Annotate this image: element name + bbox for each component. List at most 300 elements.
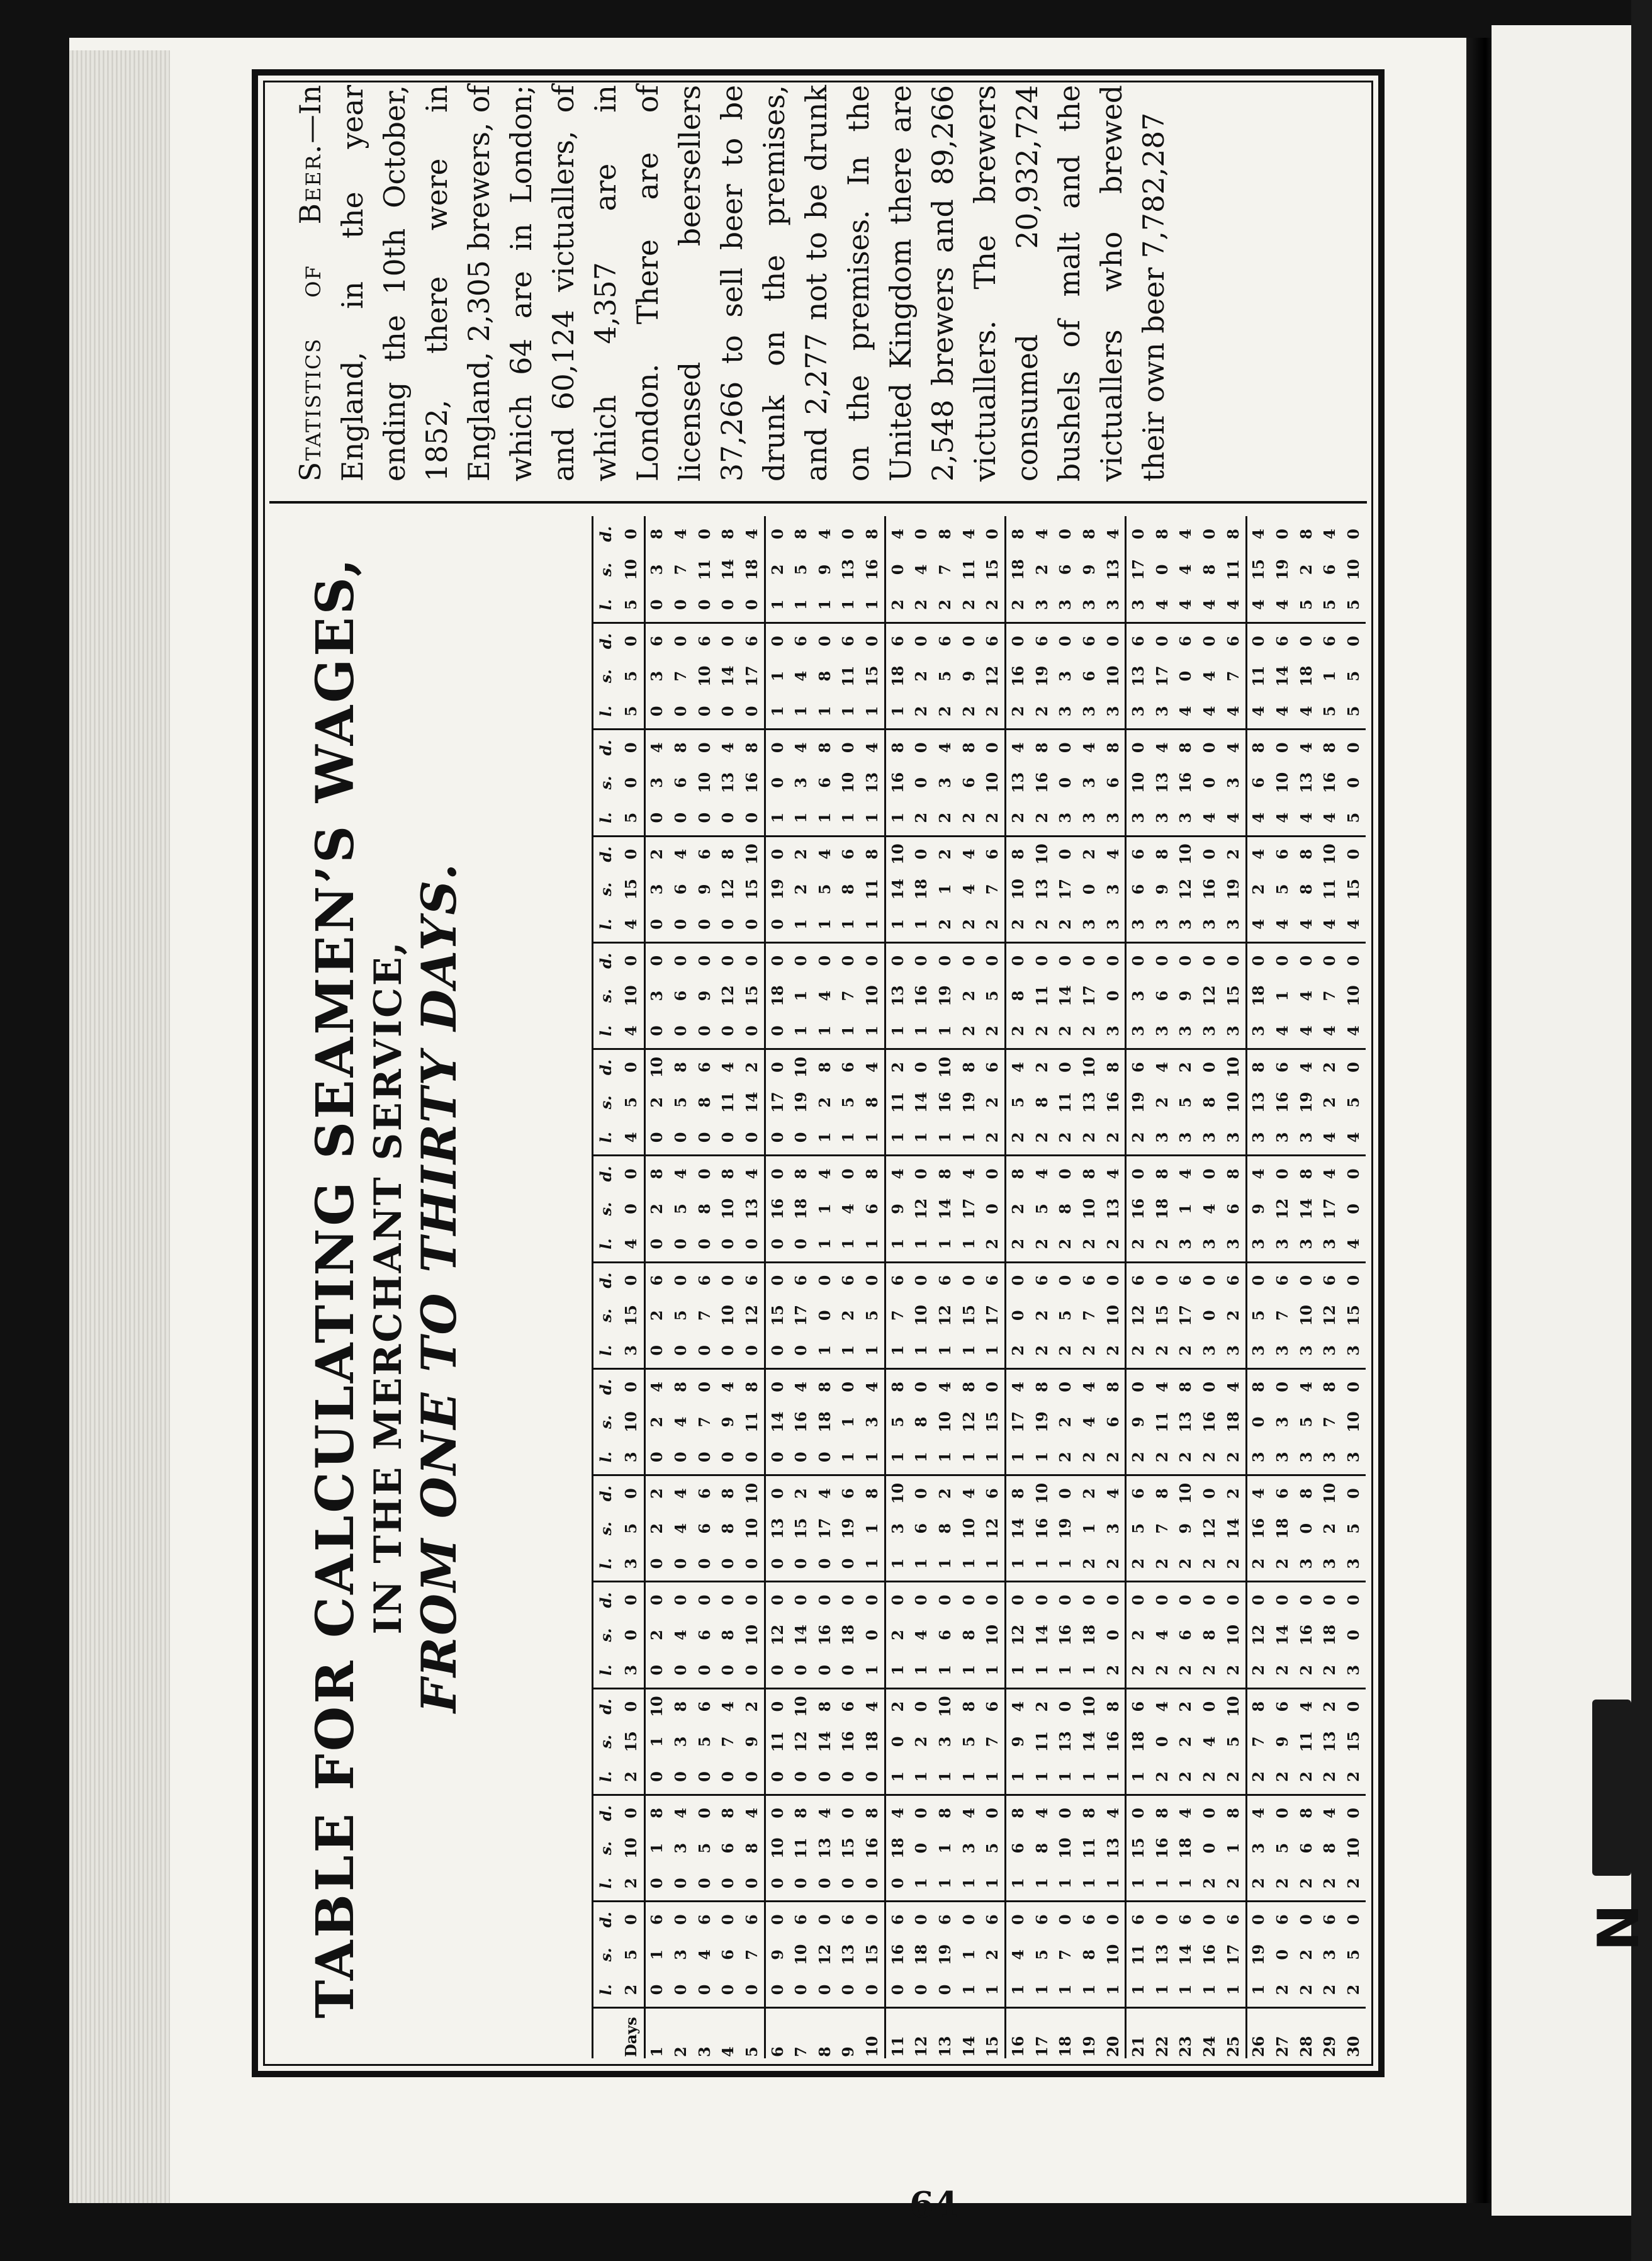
unit-label: l. xyxy=(593,694,619,729)
wage-cell: 0 xyxy=(813,1866,837,1901)
wage-cell: 19 xyxy=(1249,1944,1268,1966)
wage-cell: 4 xyxy=(1079,1382,1098,1392)
wage-cell: 11 xyxy=(768,1731,787,1752)
wage-cell: 10 xyxy=(792,1696,811,1717)
wage-cell: 11 xyxy=(1296,1731,1315,1752)
wage-cell: 1 xyxy=(957,1973,981,2008)
wage-cell: 6 xyxy=(815,777,834,788)
wage-cell: 6 xyxy=(1129,1701,1148,1712)
wage-cell: 0 xyxy=(912,742,931,753)
wage-cell: 4 xyxy=(1249,1488,1268,1499)
wage-cell: 4 xyxy=(1032,1168,1051,1180)
wage-cell: 1 xyxy=(981,1440,1005,1475)
wage-cell: 4 xyxy=(888,529,907,539)
wage-cell: 6 xyxy=(1222,1262,1246,1297)
wage-cell: 1 xyxy=(1174,1866,1198,1901)
wage-cell: 0 xyxy=(1129,1594,1148,1606)
wage-cell: 1 xyxy=(648,1949,666,1960)
wage-cell: 2 xyxy=(957,907,981,942)
wage-cell: 0 xyxy=(644,907,669,942)
wage-cell: 8 xyxy=(1320,1382,1339,1392)
wage-cell: 15 xyxy=(1249,559,1268,580)
wage-cell: 5 xyxy=(671,1310,690,1321)
wage-cell: 4 xyxy=(1271,1013,1295,1049)
wage-cell: 3 xyxy=(1126,907,1150,942)
wage-cell: 0 xyxy=(912,849,931,860)
wage-cell: 2 xyxy=(1222,1653,1246,1688)
wage-cell: 3 xyxy=(936,777,955,788)
wage-cell: 8 xyxy=(860,1475,885,1511)
wage-cell: 13 xyxy=(1152,772,1171,794)
wage-cell: 19 xyxy=(839,1518,858,1540)
wage-cell: 0 xyxy=(1056,777,1075,788)
wage-cell: 6 xyxy=(1079,636,1098,646)
wage-cell: 0 xyxy=(837,1759,861,1795)
wage-cell: 8 xyxy=(1056,1204,1075,1214)
wage-cell: 0 xyxy=(1056,1382,1075,1392)
wage-cell: 15 xyxy=(1344,879,1363,900)
wage-cell: 4 xyxy=(1222,730,1246,765)
wage-cell: 10 xyxy=(740,836,765,871)
wage-cell: 10 xyxy=(1222,1049,1246,1085)
wage-cell: 6 xyxy=(839,1701,858,1712)
wage-cell: 0 xyxy=(716,1440,740,1475)
wage-cell: 0 xyxy=(912,1168,931,1180)
wage-cell: 0 xyxy=(768,849,787,860)
wage-cell: 3 xyxy=(1342,1333,1366,1368)
wage-cell: 2 xyxy=(1150,1547,1174,1582)
wage-cell: 3 xyxy=(1077,694,1101,729)
unit-label: l. xyxy=(593,1227,619,1262)
wage-cell: 3 xyxy=(1271,1227,1295,1262)
wage-cell: 2 xyxy=(910,587,934,623)
table-row xyxy=(981,516,1005,2058)
wage-cell: 4 xyxy=(1271,907,1295,942)
wage-cell: 4 xyxy=(1296,742,1315,753)
wage-cell: 0 xyxy=(813,1759,837,1795)
wage-cell: 2 xyxy=(957,587,981,623)
wage-cell: 13 xyxy=(719,772,738,794)
wage-cell: 1 xyxy=(885,1653,909,1688)
table-heading xyxy=(305,516,468,2058)
wage-cell: 8 xyxy=(648,1808,666,1818)
wage-cell: 4 xyxy=(888,1168,907,1180)
day-cell: 20 xyxy=(1101,2008,1126,2058)
wage-cell: 1 xyxy=(885,801,909,836)
day-cell: 14 xyxy=(959,2036,978,2057)
table-row xyxy=(1295,516,1318,2058)
wage-cell: 2 xyxy=(1222,1547,1246,1582)
wage-cell: 4 xyxy=(860,1688,885,1723)
wage-cell: 18 xyxy=(740,552,765,587)
wage-cell: 8 xyxy=(1296,1808,1315,1818)
wage-cell: 14 xyxy=(1008,1518,1027,1540)
wage-cell: 0 xyxy=(740,694,765,729)
wage-cell: 6 xyxy=(648,636,666,646)
unit-label: s. xyxy=(593,1298,619,1333)
wage-cell: 1 xyxy=(789,694,813,729)
wage-cell: 13 xyxy=(1008,772,1027,794)
wage-cell: 0 xyxy=(768,1062,787,1073)
wage-cell: 1 xyxy=(885,907,909,942)
wage-cell: 0 xyxy=(695,529,714,539)
wage-cell: 6 xyxy=(719,1949,738,1960)
wage-cell: 5 xyxy=(1008,1097,1027,1108)
wage-cell: 0 xyxy=(669,1866,693,1901)
wage-cell: 2 xyxy=(1054,1227,1077,1262)
wage-cell: 6 xyxy=(1273,636,1292,646)
wage-cell: 6 xyxy=(1222,623,1246,658)
monthly-rate-cell: 0 xyxy=(619,1191,644,1226)
ornament-icon xyxy=(1592,1700,1631,1876)
monthly-rate-cell: 0 xyxy=(619,1795,644,1830)
wage-cell: 2 xyxy=(1295,1653,1318,1688)
wage-cell: 8 xyxy=(695,1097,714,1108)
wage-cell: 0 xyxy=(789,1227,813,1262)
wage-cell: 8 xyxy=(888,1382,907,1392)
wage-cell: 1 xyxy=(933,1333,957,1368)
wage-cell: 0 xyxy=(815,1914,834,1926)
wage-cell: 0 xyxy=(1344,742,1363,753)
wage-cell: 0 xyxy=(1200,1488,1219,1499)
wage-cell: 5 xyxy=(981,978,1005,1013)
wage-cell: 2 xyxy=(1030,1227,1054,1262)
wage-cell: 1 xyxy=(837,587,861,623)
wage-cell: 4 xyxy=(1101,1156,1126,1191)
wage-cell: 1 xyxy=(813,694,837,729)
wage-cell: 6 xyxy=(936,1630,955,1640)
wage-cell: 16 xyxy=(1129,1198,1148,1220)
wage-cell: 0 xyxy=(671,1275,690,1286)
wage-cell: 4 xyxy=(1296,990,1315,1001)
wage-cell: 6 xyxy=(1079,670,1098,682)
units-row xyxy=(593,516,619,2058)
wage-cell: 1 xyxy=(860,587,885,623)
wage-cell: 12 xyxy=(1273,1198,1292,1220)
wage-cell: 5 xyxy=(1344,1523,1363,1534)
wage-cell: 1 xyxy=(648,1842,666,1854)
wage-cell: 1 xyxy=(957,1866,981,1901)
wage-cell: 6 xyxy=(936,1275,955,1286)
wage-cell: 0 xyxy=(740,1013,765,1049)
wage-cell: 4 xyxy=(671,529,690,539)
wage-cell: 6 xyxy=(981,1049,1005,1085)
wage-cell: 10 xyxy=(912,1305,931,1326)
wage-cell: 0 xyxy=(1056,1701,1075,1712)
wage-cell: 4 xyxy=(936,742,955,753)
wage-cell: 1 xyxy=(910,1440,934,1475)
wage-cell: 10 xyxy=(740,1475,765,1511)
wage-cell: 2 xyxy=(957,694,981,729)
wage-cell: 1 xyxy=(1077,1759,1101,1795)
wage-cell: 2 xyxy=(1152,1097,1171,1108)
wage-cell: 2 xyxy=(1150,1227,1174,1262)
wage-cell: 3 xyxy=(1077,907,1101,942)
day-cell: 27 xyxy=(1273,2036,1292,2057)
wage-cell: 1 xyxy=(910,1653,934,1688)
table-row xyxy=(957,516,981,2058)
unit-label: l. xyxy=(593,1866,619,1901)
wage-cell: 2 xyxy=(815,1097,834,1108)
wage-cell: 6 xyxy=(1222,1191,1246,1226)
wage-cell: 6 xyxy=(792,1914,811,1926)
wage-cell: 4 xyxy=(1101,836,1126,871)
wage-cell: 0 xyxy=(669,694,693,729)
wage-cell: 16 xyxy=(1200,1411,1219,1433)
corner-cell xyxy=(593,2008,619,2058)
wage-cell: 11 xyxy=(1222,552,1246,587)
wage-cell: 4 xyxy=(1246,801,1271,836)
wage-cell: 8 xyxy=(1079,529,1098,539)
wage-cell: 17 xyxy=(1152,665,1171,687)
wage-cell: 0 xyxy=(1032,1594,1051,1606)
wage-cell: 6 xyxy=(695,1914,714,1926)
days-label: Days xyxy=(619,2008,644,2058)
wage-cell: 10 xyxy=(1344,985,1363,1006)
wage-cell: 2 xyxy=(1126,1547,1150,1582)
wage-cell: 1 xyxy=(1030,1759,1054,1795)
wage-cell: 0 xyxy=(716,1333,740,1368)
wage-cell: 4 xyxy=(1249,1168,1268,1180)
wage-cell: 7 xyxy=(1079,1310,1098,1321)
wage-cell: 19 xyxy=(1222,872,1246,907)
wage-cell: 6 xyxy=(1129,636,1148,646)
wage-cell: 10 xyxy=(1344,1411,1363,1433)
wage-cell: 0 xyxy=(1200,1842,1219,1854)
wage-cell: 0 xyxy=(912,1275,931,1286)
wage-cell: 5 xyxy=(1344,1097,1363,1108)
wage-cell: 0 xyxy=(839,1168,858,1180)
wage-cell: 3 xyxy=(1126,1013,1150,1049)
wage-cell: 3 xyxy=(1101,907,1126,942)
wage-cell: 0 xyxy=(1008,955,1027,966)
wage-cell: 1 xyxy=(860,907,885,942)
wage-cell: 16 xyxy=(1273,1091,1292,1113)
wage-cell: 18 xyxy=(1222,1404,1246,1440)
wage-cell: 8 xyxy=(936,1808,955,1818)
wage-cell: 3 xyxy=(1198,1227,1222,1262)
wage-cell: 0 xyxy=(860,1973,885,2008)
wage-cell: 0 xyxy=(1152,564,1171,575)
wage-cell: 1 xyxy=(936,1842,955,1854)
wage-cell: 6 xyxy=(1222,1902,1246,1937)
wage-cell: 16 xyxy=(1032,1518,1051,1540)
wage-cell: 1 xyxy=(959,1949,978,1960)
wage-cell: 4 xyxy=(671,1416,690,1428)
wage-cell: 5 xyxy=(888,1416,907,1428)
wage-cell: 1 xyxy=(1126,1973,1150,2008)
wage-cell: 10 xyxy=(695,665,714,687)
wage-cell: 10 xyxy=(768,1837,787,1859)
wage-cell: 1 xyxy=(910,1013,934,1049)
wage-cell: 8 xyxy=(888,742,907,753)
wage-cell: 0 xyxy=(740,1547,765,1582)
wage-cell: 16 xyxy=(1101,1724,1126,1759)
wage-cell: 5 xyxy=(1295,587,1318,623)
wage-cell: 4 xyxy=(1249,529,1268,539)
wage-cell: 16 xyxy=(860,552,885,587)
wage-cell: 19 xyxy=(936,985,955,1006)
wage-cell: 3 xyxy=(1174,1120,1198,1155)
wage-cell: 3 xyxy=(648,777,666,788)
wage-cell: 0 xyxy=(1200,849,1219,860)
day-cell: 19 xyxy=(1079,2036,1098,2057)
wage-cell: 4 xyxy=(671,1523,690,1534)
wage-cell: 1 xyxy=(860,1333,885,1368)
wage-cell: 6 xyxy=(1249,777,1268,788)
wage-cell: 0 xyxy=(860,1582,885,1617)
wage-cell: 6 xyxy=(1273,849,1292,860)
wage-cell: 0 xyxy=(1200,777,1219,788)
wage-cell: 0 xyxy=(815,636,834,646)
wage-cell: 3 xyxy=(1246,1120,1271,1155)
wage-cell: 3 xyxy=(1295,1120,1318,1155)
wage-cell: 0 xyxy=(815,955,834,966)
wage-cell: 3 xyxy=(648,990,666,1001)
wage-cell: 2 xyxy=(768,564,787,575)
wage-cell: 1 xyxy=(910,1120,934,1155)
wage-cell: 12 xyxy=(1200,985,1219,1006)
wage-cell: 1 xyxy=(957,1227,981,1262)
wage-cell: 0 xyxy=(719,1914,738,1926)
wage-cell: 19 xyxy=(936,1944,955,1966)
wage-cell: 0 xyxy=(695,1808,714,1818)
wage-cell: 2 xyxy=(1032,1310,1051,1321)
wage-cell: 14 xyxy=(719,665,738,687)
wage-cell: 17 xyxy=(792,1305,811,1326)
wage-cell: 10 xyxy=(1008,879,1027,900)
unit-label: s. xyxy=(593,978,619,1013)
wage-cell: 10 xyxy=(981,1617,1005,1652)
wage-cell: 1 xyxy=(1246,1973,1271,2008)
wage-cell: 2 xyxy=(740,1049,765,1085)
wage-cell: 4 xyxy=(1271,694,1295,729)
wage-cell: 8 xyxy=(719,1488,738,1499)
wage-cell: 0 xyxy=(768,1808,787,1818)
wage-cell: 4 xyxy=(839,1204,858,1214)
monthly-rate-cell: 15 xyxy=(619,1724,644,1759)
beer-statistics-article xyxy=(289,85,1175,482)
wage-cell: 0 xyxy=(1344,955,1363,966)
wage-cell: 18 xyxy=(1320,1624,1339,1646)
wage-cell: 8 xyxy=(1249,1701,1268,1712)
wage-cell: 6 xyxy=(1101,765,1126,800)
unit-label: l. xyxy=(593,1333,619,1368)
wage-cell: 0 xyxy=(671,1594,690,1606)
wage-cell: 1 xyxy=(1077,1973,1101,2008)
wage-cell: 10 xyxy=(1222,1617,1246,1652)
wage-cell: 8 xyxy=(959,1701,978,1712)
table-row xyxy=(1126,516,1150,2058)
wage-cell: 1 xyxy=(885,1013,909,1049)
wage-cell: 0 xyxy=(1056,1808,1075,1818)
wage-cell: 2 xyxy=(1030,694,1054,729)
wage-cell: 8 xyxy=(740,1830,765,1866)
day-cell: 22 xyxy=(1152,2036,1171,2057)
day-cell: 17 xyxy=(1032,2036,1051,2057)
wage-cell: 17 xyxy=(959,1198,978,1220)
wage-cell: 6 xyxy=(888,1914,907,1926)
wage-cell: 8 xyxy=(936,529,955,539)
wage-cell: 6 xyxy=(1079,1275,1098,1286)
wage-cell: 3 xyxy=(1246,1333,1271,1368)
wage-cell: 3 xyxy=(1198,1333,1222,1368)
wage-cell: 7 xyxy=(695,1416,714,1428)
wage-cell: 14 xyxy=(1222,1511,1246,1546)
wage-cell: 12 xyxy=(719,985,738,1006)
wage-cell: 2 xyxy=(981,907,1005,942)
wage-cell: 0 xyxy=(693,1866,717,1901)
wage-cell: 2 xyxy=(1222,1759,1246,1795)
wage-cell: 0 xyxy=(860,1759,885,1795)
wage-cell: 1 xyxy=(768,670,787,682)
wage-cell: 2 xyxy=(1174,1547,1198,1582)
wage-cell: 15 xyxy=(792,1518,811,1540)
wage-cell: 11 xyxy=(719,1091,738,1113)
wage-cell: 16 xyxy=(839,1731,858,1752)
wage-cell: 0 xyxy=(644,1973,669,2008)
wage-cell: 0 xyxy=(959,1275,978,1286)
wage-cell: 0 xyxy=(669,907,693,942)
wage-cell: 0 xyxy=(1056,529,1075,539)
table-row xyxy=(1174,516,1198,2058)
wage-cell: 6 xyxy=(695,1630,714,1640)
wage-cell: 10 xyxy=(1101,1298,1126,1333)
unit-label: s. xyxy=(593,1085,619,1120)
wage-cell: 2 xyxy=(1150,1653,1174,1688)
wage-cell: 8 xyxy=(719,1168,738,1180)
wage-cell: 8 xyxy=(1296,1168,1315,1180)
wage-cell: 1 xyxy=(860,1013,885,1049)
wage-cell: 0 xyxy=(693,801,717,836)
wage-cell: 3 xyxy=(1101,1013,1126,1049)
wage-cell: 2 xyxy=(933,587,957,623)
unit-label: d. xyxy=(593,942,619,978)
wage-cell: 0 xyxy=(839,955,858,966)
wage-cell: 4 xyxy=(1296,1062,1315,1073)
table-row xyxy=(1101,516,1126,2058)
table-row xyxy=(1318,516,1342,2058)
wage-cell: 0 xyxy=(693,587,717,623)
wage-cell: 4 xyxy=(959,1808,978,1818)
wage-cell: 19 xyxy=(1296,1091,1315,1113)
wage-cell: 8 xyxy=(815,1382,834,1392)
wage-cell: 0 xyxy=(768,1488,787,1499)
wage-cell: 4 xyxy=(1176,564,1195,575)
wage-cell: 3 xyxy=(1249,1842,1268,1854)
wage-cell: 2 xyxy=(648,849,666,860)
wage-cell: 16 xyxy=(815,1624,834,1646)
wage-cell: 1 xyxy=(936,884,955,895)
wage-cell: 0 xyxy=(765,1759,789,1795)
wage-cell: 4 xyxy=(959,884,978,895)
wage-cell: 19 xyxy=(792,1091,811,1113)
wage-cell: 8 xyxy=(1152,529,1171,539)
monthly-rate-cell: 3 xyxy=(619,1333,644,1368)
wage-cell: 6 xyxy=(981,836,1005,871)
wage-cell: 0 xyxy=(1273,1808,1292,1818)
wage-cell: 1 xyxy=(813,1013,837,1049)
unit-label: s. xyxy=(593,1617,619,1652)
unit-label: s. xyxy=(593,1937,619,1972)
wage-cell: 6 xyxy=(695,1701,714,1712)
wage-cell: 8 xyxy=(912,1416,931,1428)
wage-cell: 3 xyxy=(959,1842,978,1854)
wage-cell: 2 xyxy=(1030,801,1054,836)
wage-cell: 2 xyxy=(1077,1227,1101,1262)
wage-cell: 1 xyxy=(981,1866,1005,1901)
wage-cell: 4 xyxy=(815,990,834,1001)
